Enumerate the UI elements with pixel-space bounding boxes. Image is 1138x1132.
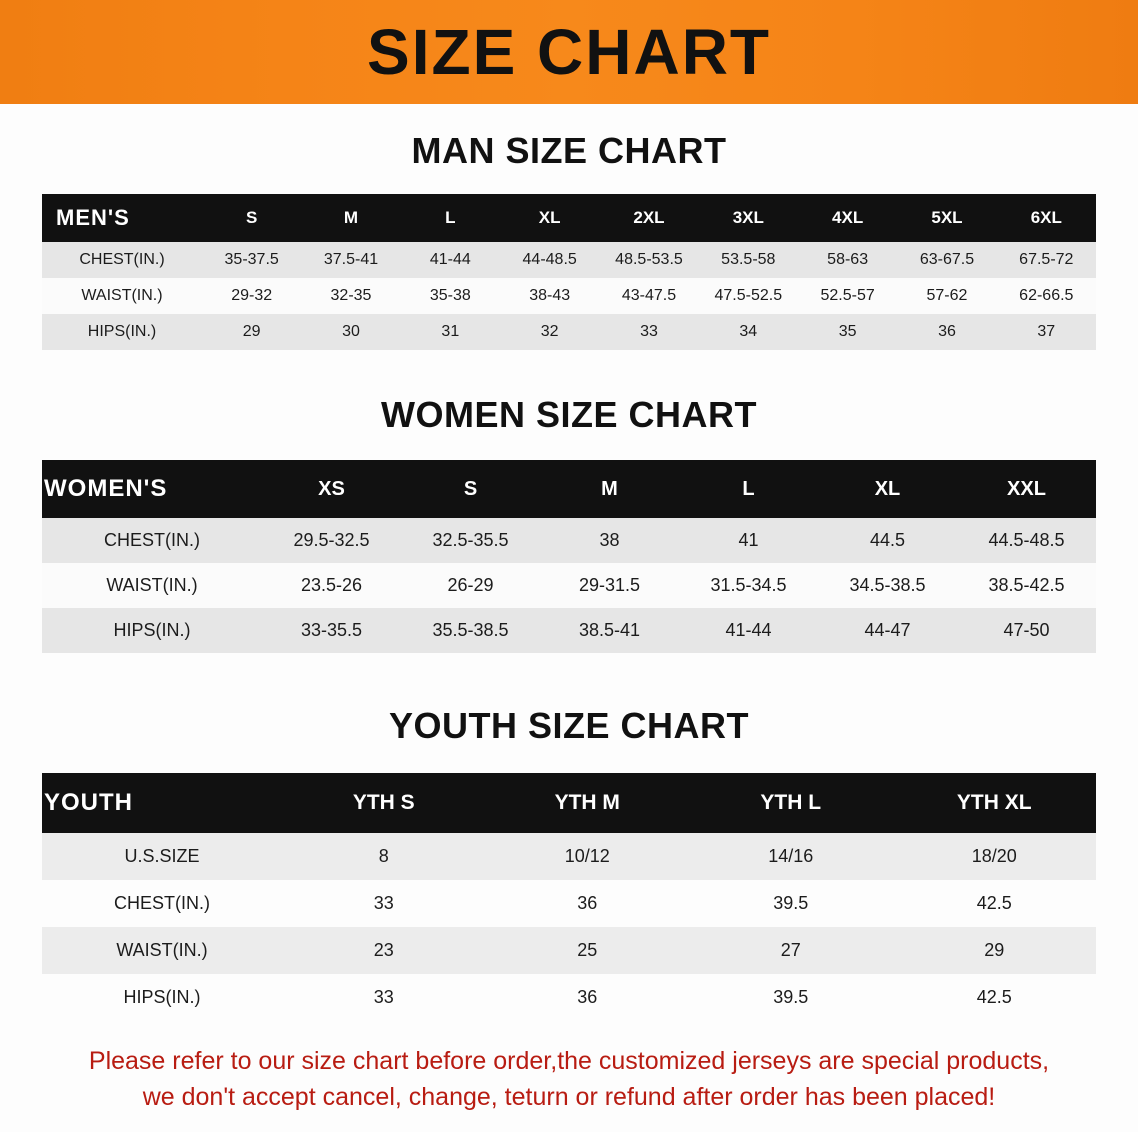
column-header: M	[343, 208, 359, 227]
row-label: CHEST(IN.)	[104, 530, 200, 550]
table-header-row	[42, 194, 1096, 242]
table-cell: 38.5-41	[578, 620, 641, 640]
table-cell: 32.5-35.5	[432, 530, 509, 550]
column-header: 6XL	[1030, 208, 1062, 227]
row-label: HIPS(IN.)	[123, 987, 201, 1007]
table-cell: 25	[577, 940, 598, 960]
column-header: L	[445, 208, 456, 227]
men-size-table	[42, 194, 1096, 350]
table-cell: 30	[342, 323, 360, 340]
table-cell: 35-37.5	[224, 251, 279, 268]
table-cell: 47-50	[1003, 620, 1050, 640]
row-label: WAIST(IN.)	[116, 940, 208, 960]
table-row	[42, 278, 1096, 314]
page-title: SIZE CHART	[367, 16, 771, 88]
row-label: CHEST(IN.)	[79, 251, 165, 268]
table-cell: 41-44	[725, 620, 772, 640]
table-cell: 31.5-34.5	[710, 575, 787, 595]
row-label: WAIST(IN.)	[106, 575, 198, 595]
table-cell: 37	[1037, 323, 1056, 340]
table-row	[42, 833, 1096, 880]
table-cell: 38	[599, 530, 620, 550]
row-label: HIPS(IN.)	[113, 620, 191, 640]
table-cell: 32-35	[330, 287, 372, 304]
table-row	[42, 608, 1096, 653]
table-cell: 31	[441, 323, 460, 340]
table-cell: 62-66.5	[1019, 287, 1074, 304]
table-cell: 18/20	[971, 846, 1017, 866]
youth-size-table	[42, 773, 1096, 1021]
policy-note-line-1: Please refer to our size chart before order,the customized jerseys are special products,	[88, 1047, 1050, 1075]
table-cell: 67.5-72	[1019, 251, 1074, 268]
table-cell: 44.5-48.5	[988, 530, 1065, 550]
table-row	[42, 927, 1096, 974]
table-row	[42, 242, 1096, 278]
banner	[0, 0, 1138, 104]
table-cell: 36	[938, 323, 956, 340]
women-table-wrap	[0, 460, 1138, 653]
table-cell: 57-62	[926, 287, 968, 304]
men-table-wrap	[0, 194, 1138, 350]
table-cell: 52.5-57	[820, 287, 875, 304]
table-cell: 47.5-52.5	[714, 287, 783, 304]
table-cell: 48.5-53.5	[615, 251, 683, 268]
table-cell: 35	[838, 323, 857, 340]
table-cell: 36	[577, 893, 598, 913]
table-cell: 27	[780, 940, 801, 960]
table-cell: 29	[242, 323, 261, 340]
table-row	[42, 314, 1096, 350]
women-size-table	[42, 460, 1096, 653]
table-cell: 29-31.5	[578, 575, 641, 595]
table-cell: 29-32	[231, 287, 273, 304]
column-header: S	[463, 477, 478, 500]
table-cell: 33	[640, 323, 658, 340]
table-cell: 10/12	[564, 846, 610, 866]
column-header: 5XL	[931, 208, 963, 227]
column-header: M	[601, 477, 618, 500]
table-cell: 29	[984, 940, 1005, 960]
men-section-heading: MAN SIZE CHART	[411, 130, 727, 171]
table-cell: 39.5	[773, 893, 809, 913]
table-cell: 63-67.5	[919, 251, 975, 268]
column-header: YOUTH	[44, 789, 133, 816]
table-cell: 58-63	[827, 251, 869, 268]
table-cell: 8	[378, 846, 389, 866]
table-row	[42, 563, 1096, 608]
table-cell: 41	[738, 530, 759, 550]
women-section-heading: WOMEN SIZE CHART	[381, 394, 757, 435]
table-cell: 32	[540, 323, 559, 340]
table-row	[42, 518, 1096, 563]
table-cell: 26-29	[447, 575, 494, 595]
column-header: XS	[318, 477, 345, 500]
column-header: XXL	[1007, 477, 1046, 500]
column-header: 3XL	[732, 208, 764, 227]
table-row	[42, 880, 1096, 927]
table-header-row	[42, 773, 1096, 833]
table-header-row	[42, 460, 1096, 518]
row-label: WAIST(IN.)	[81, 287, 163, 304]
table-cell: 23.5-26	[300, 575, 363, 595]
table-cell: 14/16	[768, 846, 814, 866]
column-header: 4XL	[832, 208, 864, 227]
table-cell: 33	[373, 893, 394, 913]
table-cell: 42.5	[976, 987, 1012, 1007]
table-row	[42, 974, 1096, 1021]
row-label: HIPS(IN.)	[87, 323, 157, 340]
column-header: YTH M	[554, 791, 620, 814]
table-cell: 35-38	[429, 287, 471, 304]
table-cell: 33-35.5	[300, 620, 363, 640]
column-header: L	[742, 477, 755, 500]
table-cell: 44-48.5	[522, 251, 577, 268]
table-cell: 42.5	[976, 893, 1012, 913]
policy-note-line-2: we don't accept cancel, change, teturn or refund after order has been placed!	[142, 1083, 996, 1112]
policy-note	[40, 1043, 1098, 1116]
column-header: YTH L	[760, 791, 822, 814]
table-cell: 34.5-38.5	[849, 575, 926, 595]
column-header: YTH S	[352, 791, 415, 814]
table-cell: 29.5-32.5	[293, 530, 370, 550]
column-header: XL	[538, 208, 561, 227]
row-label: CHEST(IN.)	[114, 893, 210, 913]
column-header: MEN'S	[56, 205, 130, 230]
row-label: U.S.SIZE	[124, 846, 200, 866]
table-cell: 36	[577, 987, 598, 1007]
column-header: XL	[874, 477, 901, 500]
table-cell: 43-47.5	[621, 287, 677, 304]
column-header: S	[245, 208, 258, 227]
youth-table-wrap	[0, 773, 1138, 1021]
column-header: WOMEN'S	[44, 475, 168, 502]
table-cell: 37.5-41	[323, 251, 379, 268]
table-cell: 53.5-58	[721, 251, 776, 268]
column-header: YTH XL	[956, 791, 1032, 814]
table-cell: 38-43	[529, 287, 571, 304]
table-cell: 39.5	[773, 987, 809, 1007]
table-cell: 44.5	[869, 530, 906, 550]
table-cell: 44-47	[864, 620, 911, 640]
table-cell: 34	[739, 323, 758, 340]
table-cell: 23	[373, 940, 394, 960]
column-header: 2XL	[633, 208, 665, 227]
table-cell: 35.5-38.5	[432, 620, 509, 640]
table-cell: 41-44	[429, 251, 471, 268]
table-cell: 38.5-42.5	[988, 575, 1065, 595]
table-cell: 33	[373, 987, 394, 1007]
youth-section-heading: YOUTH SIZE CHART	[388, 705, 749, 746]
